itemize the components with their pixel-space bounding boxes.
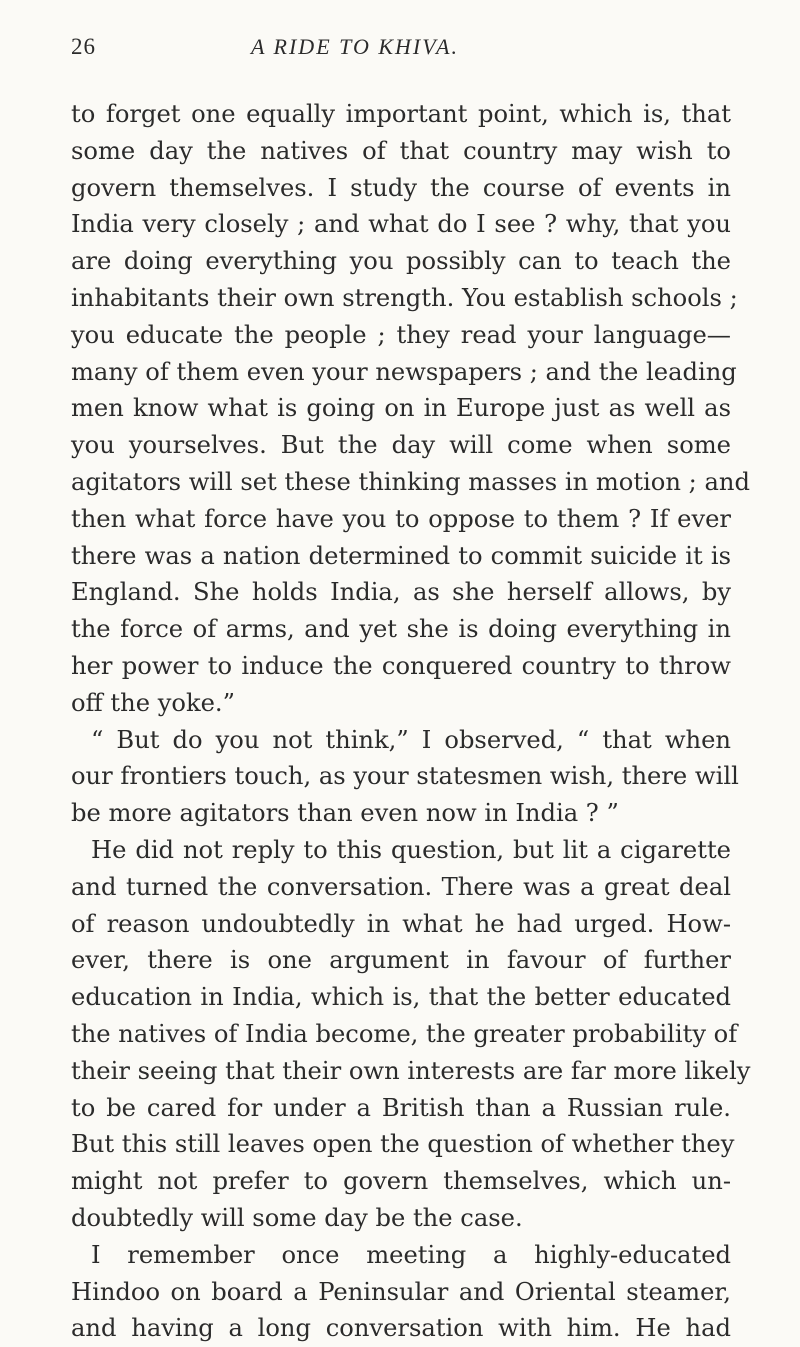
text-line: govern themselves. I study the course of events in bbox=[71, 173, 731, 202]
text-line: some day the natives of that country may wish to bbox=[71, 136, 731, 165]
text-line: to be cared for under a British than a Russian rule. bbox=[71, 1093, 731, 1122]
text-line: the natives of India become, the greater probability of bbox=[71, 1019, 738, 1048]
text-line: India very closely ; and what do I see ? why, that you bbox=[71, 210, 731, 239]
text-line: then what force have you to oppose to them ? If ever bbox=[71, 504, 731, 533]
running-title: A RIDE TO KHIVA. bbox=[251, 34, 459, 59]
text-line: Hindoo on board a Peninsular and Oriental steamer, bbox=[71, 1277, 731, 1306]
page-header bbox=[71, 34, 711, 74]
text-line: and having a long conversation with him. He had bbox=[71, 1314, 731, 1343]
text-line: But this still leaves open the question of whether they bbox=[71, 1130, 735, 1159]
text-line: ever, there is one argument in favour of further bbox=[71, 946, 731, 975]
text-line: He did not reply to this question, but lit a cigarette bbox=[91, 835, 731, 864]
text-line: be more agitators than even now in India ? ” bbox=[71, 799, 619, 828]
text-line: there was a nation determined to commit suicide it is bbox=[71, 541, 731, 570]
text-line: are doing everything you possibly can to teach the bbox=[71, 247, 731, 276]
body-text bbox=[71, 96, 751, 1347]
text-line: many of them even your newspapers ; and the leading bbox=[71, 357, 737, 386]
text-line: their seeing that their own interests are far more likely bbox=[71, 1056, 751, 1085]
text-line: the force of arms, and yet she is doing everything in bbox=[71, 615, 731, 644]
text-line: men know what is going on in Europe just as well as bbox=[71, 394, 731, 423]
text-line: I remember once meeting a highly-educated bbox=[91, 1240, 731, 1269]
text-line: might not prefer to govern themselves, which un- bbox=[71, 1167, 731, 1196]
text-line: doubtedly will some day be the case. bbox=[71, 1203, 523, 1232]
text-line: agitators will set these thinking masses in motion ; and bbox=[71, 467, 750, 496]
text-line: inhabitants their own strength. You establish schools ; bbox=[71, 283, 738, 312]
text-line: you educate the people ; they read your language— bbox=[71, 320, 731, 349]
text-line: of reason undoubtedly in what he had urged. How- bbox=[71, 909, 731, 938]
text-line: to forget one equally important point, which is, that bbox=[71, 100, 731, 128]
text-line: our frontiers touch, as your statesmen wish, there will bbox=[71, 762, 739, 791]
text-line: off the yoke.” bbox=[71, 688, 235, 717]
text-line: and turned the conversation. There was a great deal bbox=[71, 872, 731, 901]
text-line: England. She holds India, as she herself allows, by bbox=[71, 578, 731, 607]
page-number: 26 bbox=[71, 34, 96, 59]
text-line: education in India, which is, that the better educated bbox=[71, 983, 731, 1012]
text-line: her power to induce the conquered country to throw bbox=[71, 651, 731, 680]
text-line: you yourselves. But the day will come when some bbox=[71, 431, 731, 460]
text-line: “ But do you not think,” I observed, “ that when bbox=[91, 725, 731, 754]
